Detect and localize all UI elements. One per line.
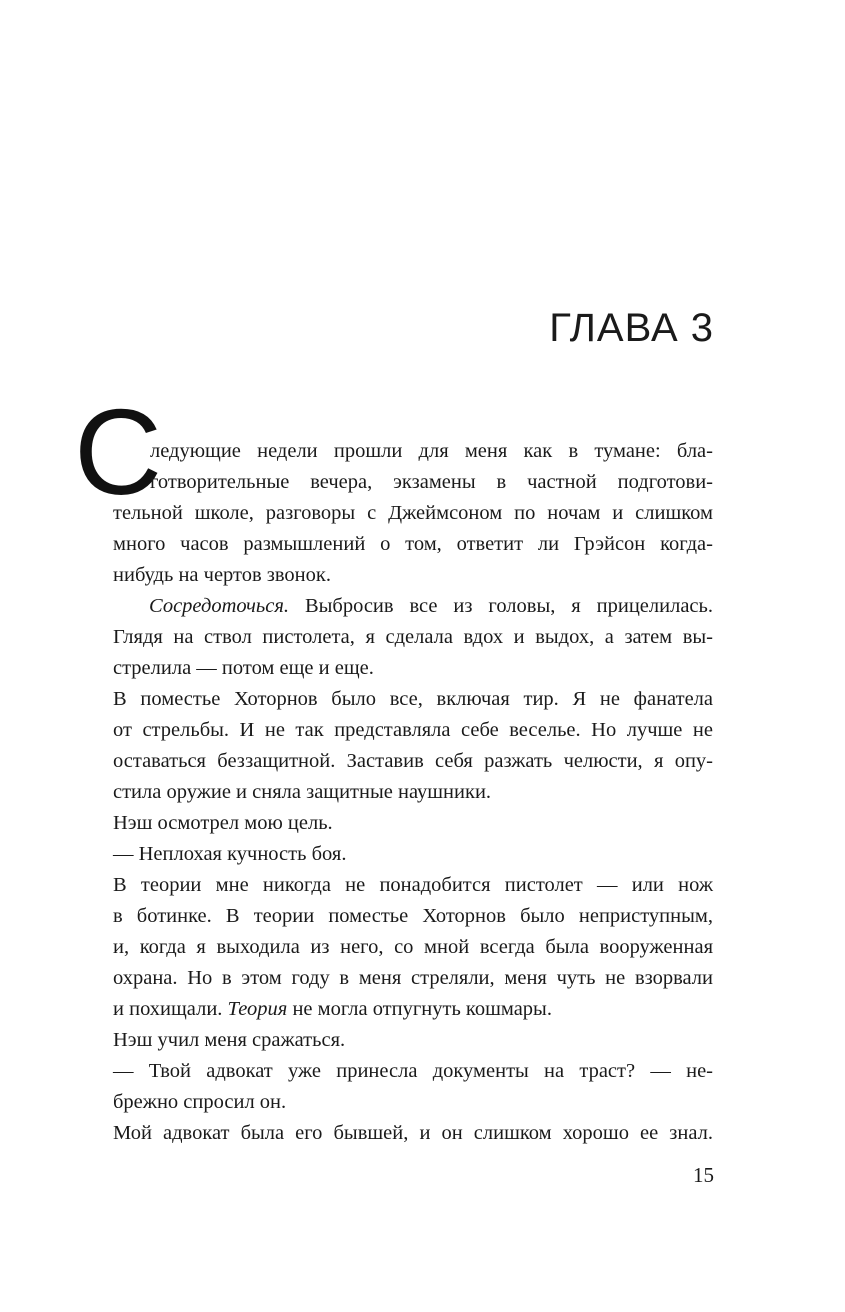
text-line: ледующие недели прошли для меня как в тумане: бла-	[150, 440, 713, 462]
text-line: готворительные вечера, экзамены в частной подготови-	[150, 471, 713, 493]
text-line: Глядя на ствол пистолета, я сделала вдох и выдох, а затем вы-	[113, 626, 713, 648]
text-line	[113, 591, 713, 622]
text-line: — Твой адвокат уже принесла документы на траст? — не-	[113, 1060, 713, 1082]
text-line: Нэш осмотрел мою цель.	[113, 812, 333, 834]
text-line: охрана. Но в этом году в меня стреляли, меня чуть не взорвали	[113, 967, 713, 989]
italic-word: Сосредоточься.	[149, 595, 290, 617]
text-line: много часов размышлений о том, ответит ли Грэйсон когда-	[113, 533, 713, 555]
text-line: в ботинке. В теории поместье Хоторнов было неприступным,	[113, 905, 713, 927]
text-line: брежно спросил он.	[113, 1091, 287, 1113]
text-line: стрелила — потом еще и еще.	[113, 657, 374, 679]
text-line: оставаться беззащитной. Заставив себя разжать челюсти, я опу-	[113, 750, 713, 772]
text-line: нибудь на чертов звонок.	[113, 564, 331, 586]
text-line: и, когда я выходила из него, со мной всегда была вооруженная	[113, 936, 713, 958]
text-line: тельной школе, разговоры с Джеймсоном по ночам и слишком	[113, 502, 713, 524]
text-line: от стрельбы. И не так представляла себе веселье. Но лучше не	[113, 719, 713, 741]
text-line: В поместье Хоторнов было все, включая тир. Я не фанатела	[113, 688, 713, 710]
drop-cap: С	[74, 384, 163, 520]
text-line: В теории мне никогда не понадобится пистолет — или нож	[113, 874, 713, 896]
text-span: не могла отпугнуть кошмары.	[287, 998, 552, 1020]
text-line: Мой адвокат была его бывшей, и он слишком хорошо ее знал.	[113, 1122, 713, 1144]
text-line	[113, 994, 713, 1025]
text-line: Нэш учил меня сражаться.	[113, 1029, 346, 1051]
text-span: Выбросив все из головы, я прицелилась.	[289, 595, 713, 617]
text-line: — Неплохая кучность боя.	[113, 843, 347, 865]
text-line: стила оружие и сняла защитные наушники.	[113, 781, 492, 803]
italic-word: Теория	[227, 998, 288, 1020]
chapter-title: ГЛАВА 3	[549, 306, 714, 350]
page-number: 15	[693, 1163, 714, 1187]
text-span: и похищали.	[113, 998, 228, 1020]
